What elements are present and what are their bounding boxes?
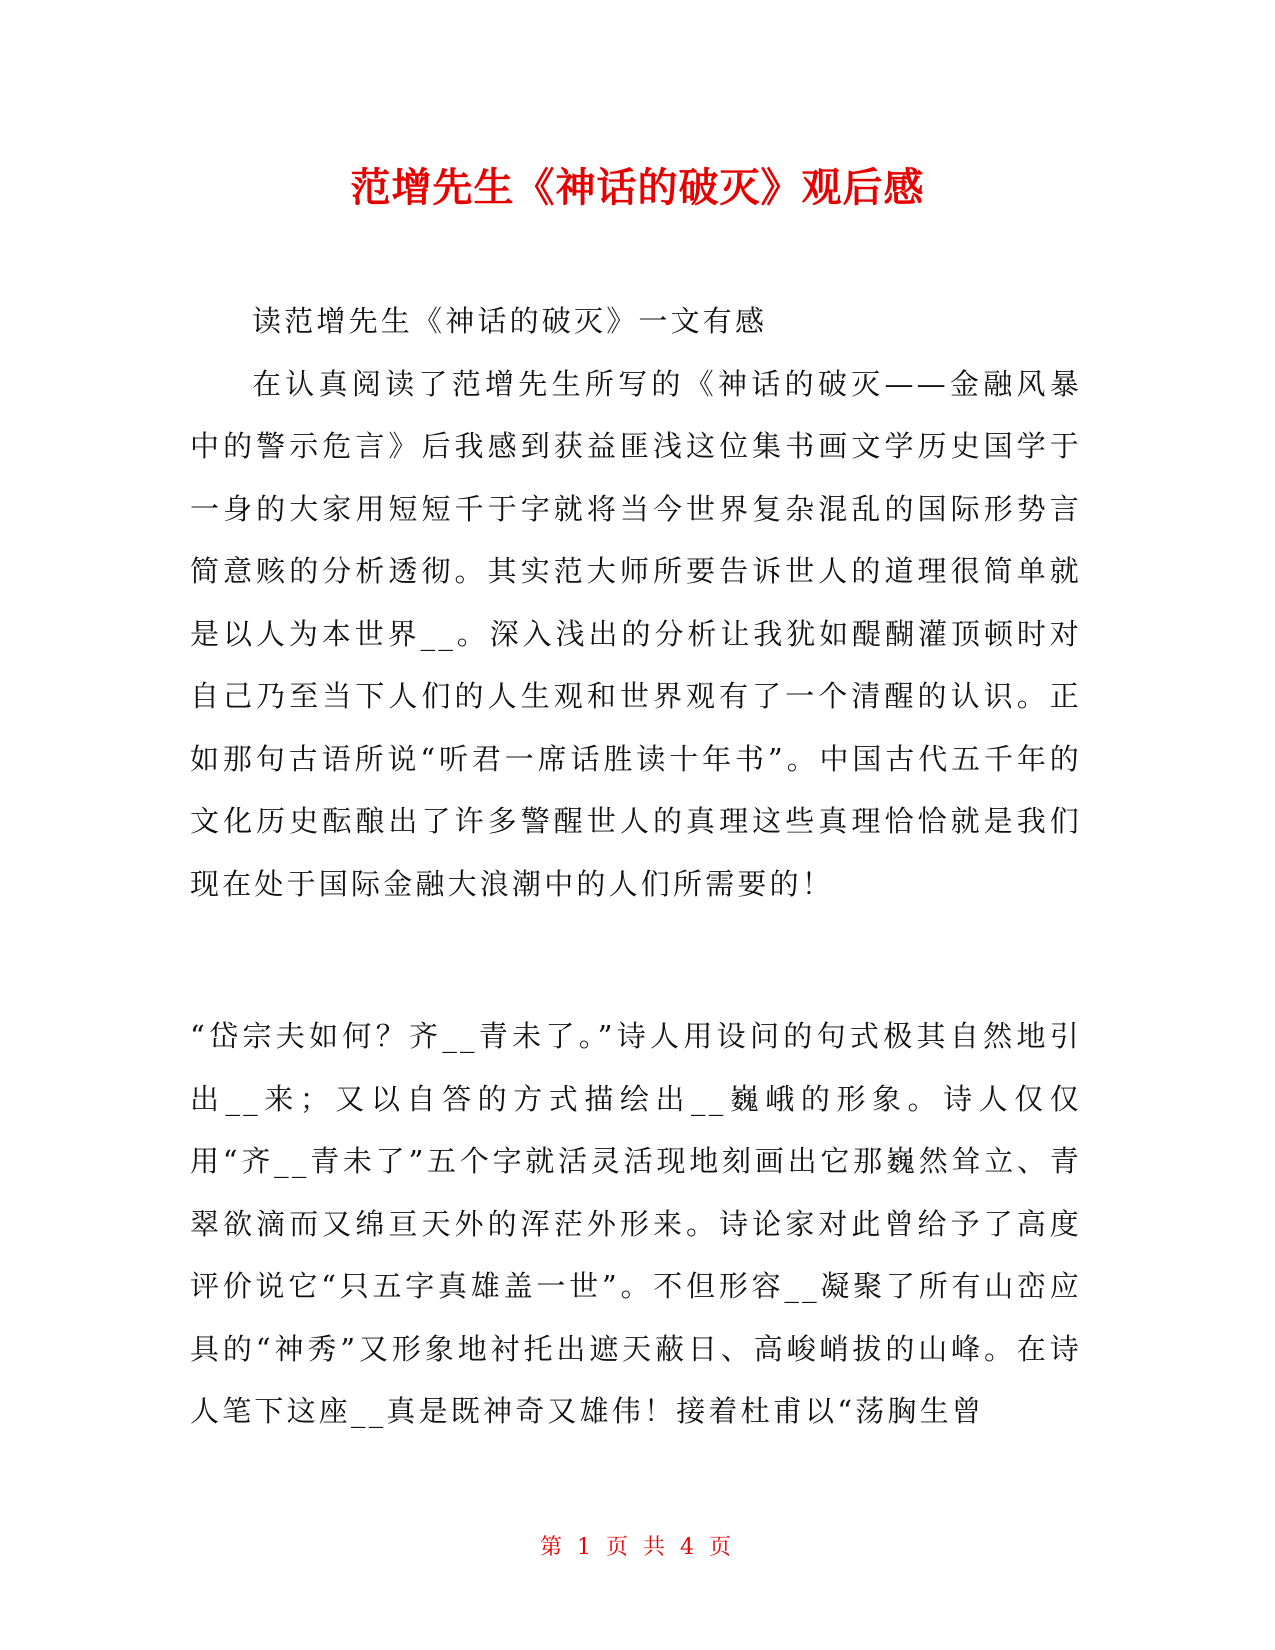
body-section-1 <box>190 290 1082 915</box>
paragraph-subtitle: 读范增先生《神话的破灭》一文有感 <box>252 304 768 338</box>
paragraph-poem-analysis: “岱宗夫如何？齐__青未了。”诗人用设问的句式极其自然地引出__来；又以自答的方式描绘出__巍峨的形象。诗人仅仅用“齐__青未了”五个字就活灵活现地刻画出它那巍然耸立、青翠欲滴而又绵亘天外的浑茫外形来。诗论家对此曾给予了高度评价说它“只五字真雄盖一世”。不但形容__凝聚了所有山峦应具的“神秀”又形象地衬托出遮天蔽日、高峻峭拔的山峰。在诗人笔下这座__真是既神奇又雄伟！接着杜甫以“荡胸生曾 <box>190 1019 1082 1428</box>
document-title: 范增先生《神话的破灭》观后感 <box>350 165 925 211</box>
body-section-2 <box>190 1005 1082 1443</box>
paragraph-reading-reflection: 在认真阅读了范增先生所写的《神话的破灭——金融风暴中的警示危言》后我感到获益匪浅这位集书画文学历史国学于一身的大家用短短千于字就将当今世界复杂混乱的国际形势言简意赅的分析透彻。其实范大师所要告诉世人的道理很简单就是以人为本世界__。深入浅出的分析让我犹如醍醐灌顶顿时对自己乃至当下人们的人生观和世界观有了一个清醒的认识。正如那句古语所说“听君一席话胜读十年书”。中国古代五千年的文化历史酝酿出了许多警醒世人的真理这些真理恰恰就是我们现在处于国际金融大浪潮中的人们所需要的！ <box>190 366 1082 901</box>
page-number-footer: 第 1 页 共 4 页 <box>540 1535 735 1560</box>
